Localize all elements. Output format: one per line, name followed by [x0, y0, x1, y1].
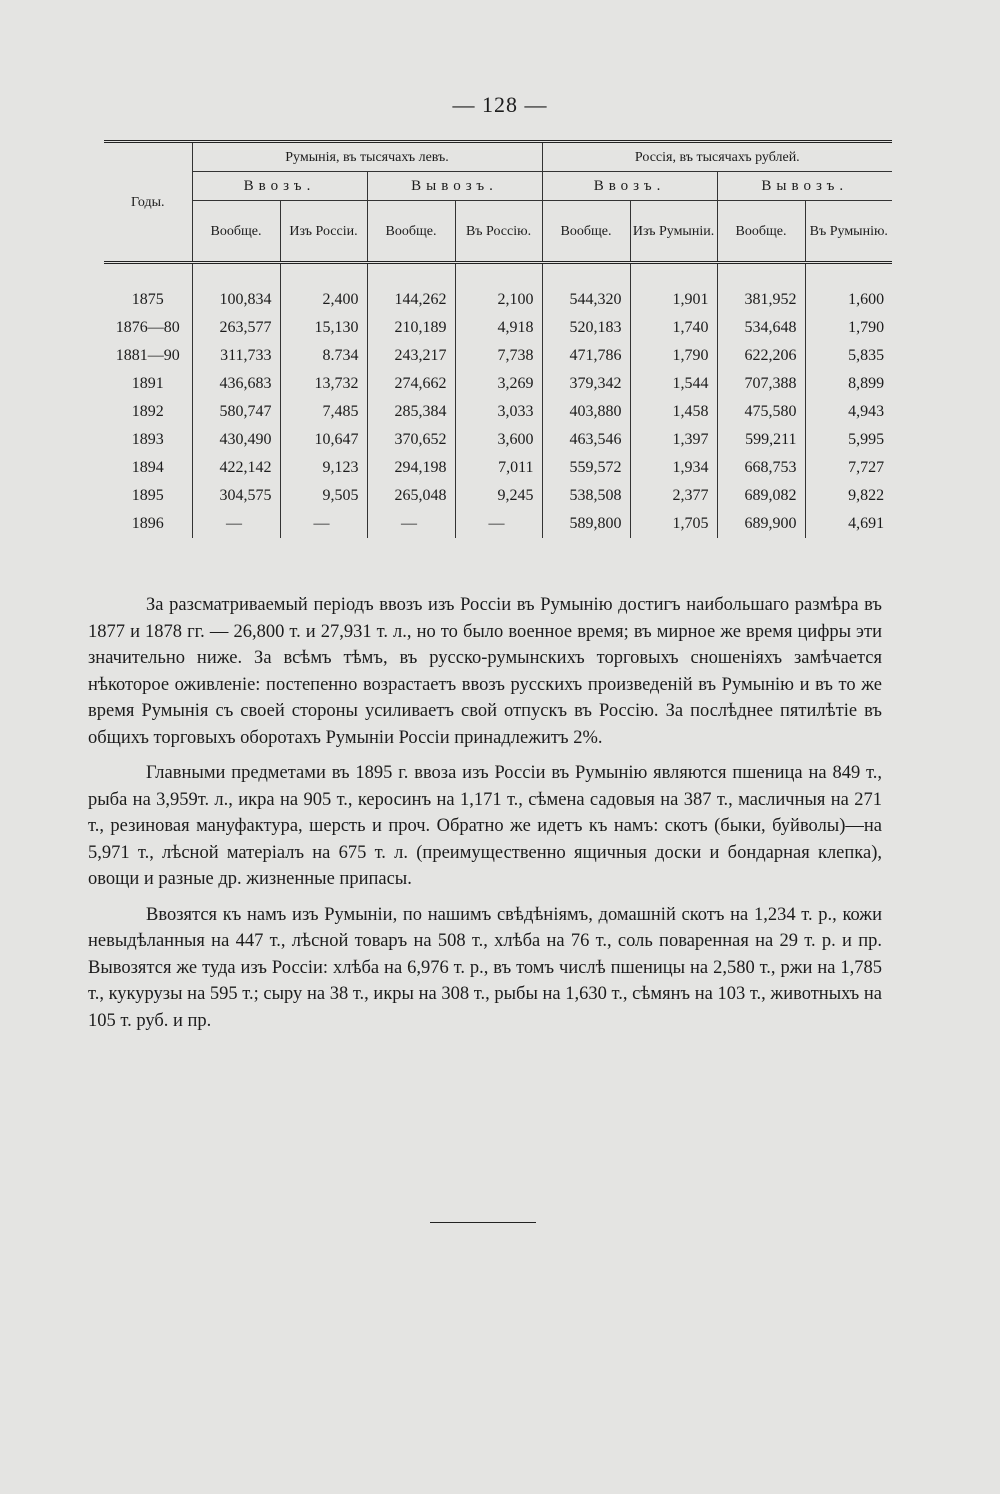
col-header: Изъ Румыніи.	[630, 201, 717, 263]
value-cell: 1,600	[805, 286, 892, 314]
year-cell: 1895	[131, 487, 164, 504]
value-cell: 3,600	[455, 426, 542, 454]
table-row	[104, 510, 892, 538]
body-text	[88, 592, 882, 1043]
table-row	[104, 398, 892, 426]
value-cell: 689,900	[717, 510, 805, 538]
value-cell: 9,123	[280, 454, 367, 482]
russia-export-header: Вывозъ.	[717, 172, 892, 201]
value-cell: 9,822	[805, 482, 892, 510]
year-header: Годы.	[104, 142, 192, 263]
value-cell: 304,575	[192, 482, 280, 510]
russia-import-header: Ввозъ.	[542, 172, 717, 201]
value-cell: 520,183	[542, 314, 630, 342]
value-cell: 7,727	[805, 454, 892, 482]
trade-table-container	[104, 140, 892, 538]
value-cell: 265,048	[367, 482, 455, 510]
value-cell: 144,262	[367, 286, 455, 314]
value-cell: 2,377	[630, 482, 717, 510]
table-row	[104, 342, 892, 370]
value-cell: 1,705	[630, 510, 717, 538]
value-cell: 1,934	[630, 454, 717, 482]
value-cell: 471,786	[542, 342, 630, 370]
value-cell: 381,952	[717, 286, 805, 314]
value-cell: 2,400	[280, 286, 367, 314]
year-cell: 1893	[131, 431, 164, 448]
value-cell: 243,217	[367, 342, 455, 370]
value-cell: 9,505	[280, 482, 367, 510]
value-cell: 15,130	[280, 314, 367, 342]
table-spacer-row	[104, 263, 892, 287]
value-cell: 463,546	[542, 426, 630, 454]
year-cell: 1875	[131, 291, 164, 308]
table-row	[104, 286, 892, 314]
value-cell: 707,388	[717, 370, 805, 398]
paragraph: Ввозятся къ намъ изъ Румыніи, по нашимъ свѣдѣніямъ, домашній скотъ на 1,234 т. р., кожи невыдѣланныя на 447 т., лѣсной товаръ на 508 т., хлѣба на 76 т., соль поваренная на 29 т. р. и пр. Вывозятся же туда изъ Россіи: хлѣба на 6,976 т. р., въ томъ числѣ пшеницы на 2,580 т., ржи на 1,785 т., кукурузы на 595 т.; сыру на 38 т., икры на 308 т., рыбы на 1,630 т., сѣмянъ на 103 т., животныхъ на 105 т. руб. и пр.	[88, 904, 882, 1031]
value-cell: 430,490	[192, 426, 280, 454]
russia-header: Россія, въ тысячахъ рублей.	[542, 142, 892, 172]
value-cell: 2,100	[455, 286, 542, 314]
value-cell: 4,918	[455, 314, 542, 342]
value-cell: 668,753	[717, 454, 805, 482]
col-header: Вообще.	[717, 201, 805, 263]
col-header: Вообще.	[192, 201, 280, 263]
value-cell: 3,033	[455, 398, 542, 426]
value-cell: 370,652	[367, 426, 455, 454]
year-cell: 1891	[131, 375, 164, 392]
value-cell: 5,835	[805, 342, 892, 370]
value-cell: 622,206	[717, 342, 805, 370]
value-cell: 379,342	[542, 370, 630, 398]
value-cell: 403,880	[542, 398, 630, 426]
value-cell: 1,790	[805, 314, 892, 342]
table-row	[104, 454, 892, 482]
value-cell: —	[455, 510, 542, 538]
romania-header: Румынія, въ тысячахъ левъ.	[192, 142, 542, 172]
end-rule-divider	[430, 1222, 536, 1223]
year-cell: 1894	[131, 459, 164, 476]
value-cell: 7,485	[280, 398, 367, 426]
value-cell: —	[192, 510, 280, 538]
romania-export-header: Вывозъ.	[367, 172, 542, 201]
col-header: Въ Румынію.	[805, 201, 892, 263]
col-header: Вообще.	[542, 201, 630, 263]
value-cell: 13,732	[280, 370, 367, 398]
paragraph: Главными предметами въ 1895 г. ввоза изъ Россіи въ Румынію являются пшеница на 849 т., рыба на 3,959т. л., икра на 905 т., керосинъ на 1,171 т., сѣмена садовыя на 387 т., масличныя на 271 т., резиновая мануфактура, шерсть и проч. Обратно же идетъ къ намъ: скотъ (быки, буйволы)—на 5,971 т., лѣсной матеріалъ на 675 т. л. (преимущественно ящичныя доски и бондарная клепка), овощи и разные др. жизненные припасы.	[88, 763, 882, 889]
value-cell: 1,544	[630, 370, 717, 398]
value-cell: 285,384	[367, 398, 455, 426]
year-cell: 1896	[131, 515, 164, 532]
year-cell: 1881—90	[115, 347, 180, 364]
year-cell: 1876—80	[115, 319, 180, 336]
page-number: — 128 —	[452, 92, 548, 117]
table-row	[104, 426, 892, 454]
value-cell: 538,508	[542, 482, 630, 510]
value-cell: 274,662	[367, 370, 455, 398]
value-cell: 5,995	[805, 426, 892, 454]
value-cell: 559,572	[542, 454, 630, 482]
value-cell: 9,245	[455, 482, 542, 510]
value-cell: 7,011	[455, 454, 542, 482]
year-cell: 1892	[131, 403, 164, 420]
trade-table	[104, 140, 892, 538]
col-header: Вообще.	[367, 201, 455, 263]
value-cell: 475,580	[717, 398, 805, 426]
value-cell: 8,899	[805, 370, 892, 398]
value-cell: —	[367, 510, 455, 538]
value-cell: 294,198	[367, 454, 455, 482]
value-cell: 263,577	[192, 314, 280, 342]
value-cell: 436,683	[192, 370, 280, 398]
value-cell: 311,733	[192, 342, 280, 370]
value-cell: 580,747	[192, 398, 280, 426]
value-cell: —	[280, 510, 367, 538]
value-cell: 589,800	[542, 510, 630, 538]
value-cell: 3,269	[455, 370, 542, 398]
value-cell: 4,943	[805, 398, 892, 426]
value-cell: 534,648	[717, 314, 805, 342]
value-cell: 1,901	[630, 286, 717, 314]
value-cell: 8.734	[280, 342, 367, 370]
col-header: Въ Россію.	[455, 201, 542, 263]
value-cell: 1,790	[630, 342, 717, 370]
value-cell: 10,647	[280, 426, 367, 454]
paragraph: За разсматриваемый періодъ ввозъ изъ Россіи въ Румынію достигъ наибольшаго размѣра въ 1877 и 1878 гг. — 26,800 т. и 27,931 т. л., но то было военное время; въ мирное же время цифры эти значительно ниже. За всѣмъ тѣмъ, въ русско-румынскихъ торговыхъ сношеніяхъ замѣчается нѣкоторое оживленіе: постепенно возрастаетъ ввозъ русскихъ произведеній въ Румынію и въ то же время Румынія съ своей стороны усиливаетъ свой отпускъ въ Россію. За послѣднее пятилѣтіе въ общихъ торговыхъ оборотахъ Румыніи Россіи принадлежитъ 2%.	[88, 595, 882, 748]
value-cell: 4,691	[805, 510, 892, 538]
table-row	[104, 314, 892, 342]
value-cell: 599,211	[717, 426, 805, 454]
value-cell: 689,082	[717, 482, 805, 510]
table-row	[104, 370, 892, 398]
value-cell: 1,740	[630, 314, 717, 342]
value-cell: 210,189	[367, 314, 455, 342]
value-cell: 1,458	[630, 398, 717, 426]
value-cell: 1,397	[630, 426, 717, 454]
value-cell: 100,834	[192, 286, 280, 314]
col-header: Изъ Россіи.	[280, 201, 367, 263]
value-cell: 422,142	[192, 454, 280, 482]
value-cell: 7,738	[455, 342, 542, 370]
table-row	[104, 482, 892, 510]
romania-import-header: Ввозъ.	[192, 172, 367, 201]
value-cell: 544,320	[542, 286, 630, 314]
